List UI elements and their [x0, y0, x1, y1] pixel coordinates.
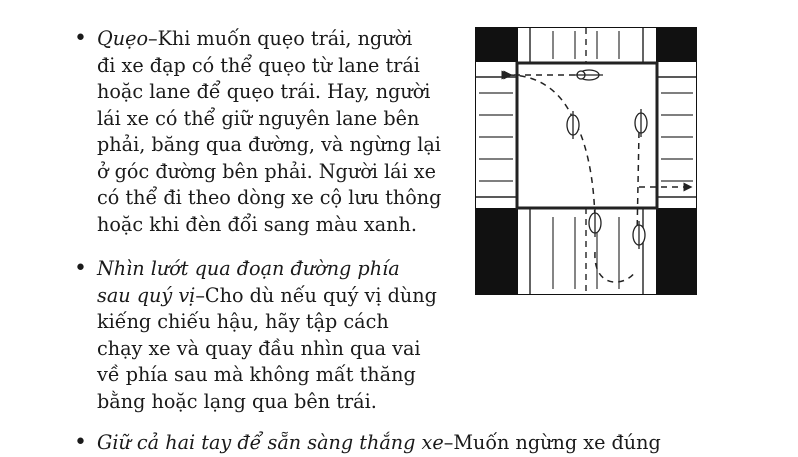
text-line: –Muốn ngừng xe đúng	[443, 431, 661, 454]
text-line: –Cho dù nếu quý vị dùng	[195, 283, 437, 307]
bullet-term: Nhìn lướt qua đoạn đường phía	[97, 257, 400, 280]
corner-block-top-left	[476, 28, 518, 62]
bullet-text	[97, 26, 441, 238]
text-line: có thể đi theo dòng xe cộ lưu thông	[97, 186, 442, 209]
bullet-marker: •	[74, 430, 87, 455]
bullet-marker: •	[74, 26, 87, 51]
bullet-term: sau quý vị	[97, 283, 196, 307]
text-line: ở góc đường bên phải. Người lái xe	[97, 159, 436, 183]
text-line: lái xe có thể giữ nguyên lane bên	[97, 106, 420, 130]
corner-block-bottom-left	[476, 208, 518, 294]
bullet-term: Giữ cả hai tay để sẵn sàng thắng xe	[97, 431, 444, 454]
text-line: hoặc khi đèn đổi sang màu xanh.	[97, 212, 417, 236]
corner-block-top-right	[656, 28, 696, 62]
corner-block-bottom-right	[656, 208, 696, 294]
text-line: kiếng chiếu hậu, hãy tập cách	[97, 310, 389, 333]
text-line: bằng hoặc lạng qua bên trái.	[97, 389, 377, 413]
text-line: chạy xe và quay đầu nhìn qua vai	[97, 336, 421, 360]
text-line: về phía sau mà không mất thăng	[97, 363, 416, 386]
bullet-term: Quẹo	[97, 27, 148, 50]
text-line: đi xe đạp có thể quẹo từ lane trái	[97, 53, 420, 77]
text-line: phải, băng qua đường, và ngừng lại	[97, 133, 441, 156]
bullet-text	[97, 430, 661, 457]
text-line: hoặc lane để quẹo trái. Hay, người	[97, 80, 431, 103]
intersection-diagram	[475, 27, 697, 295]
text-line: –Khi muốn quẹo trái, người	[148, 27, 413, 50]
bullet-text	[97, 256, 437, 415]
bullet-marker: •	[74, 256, 87, 281]
